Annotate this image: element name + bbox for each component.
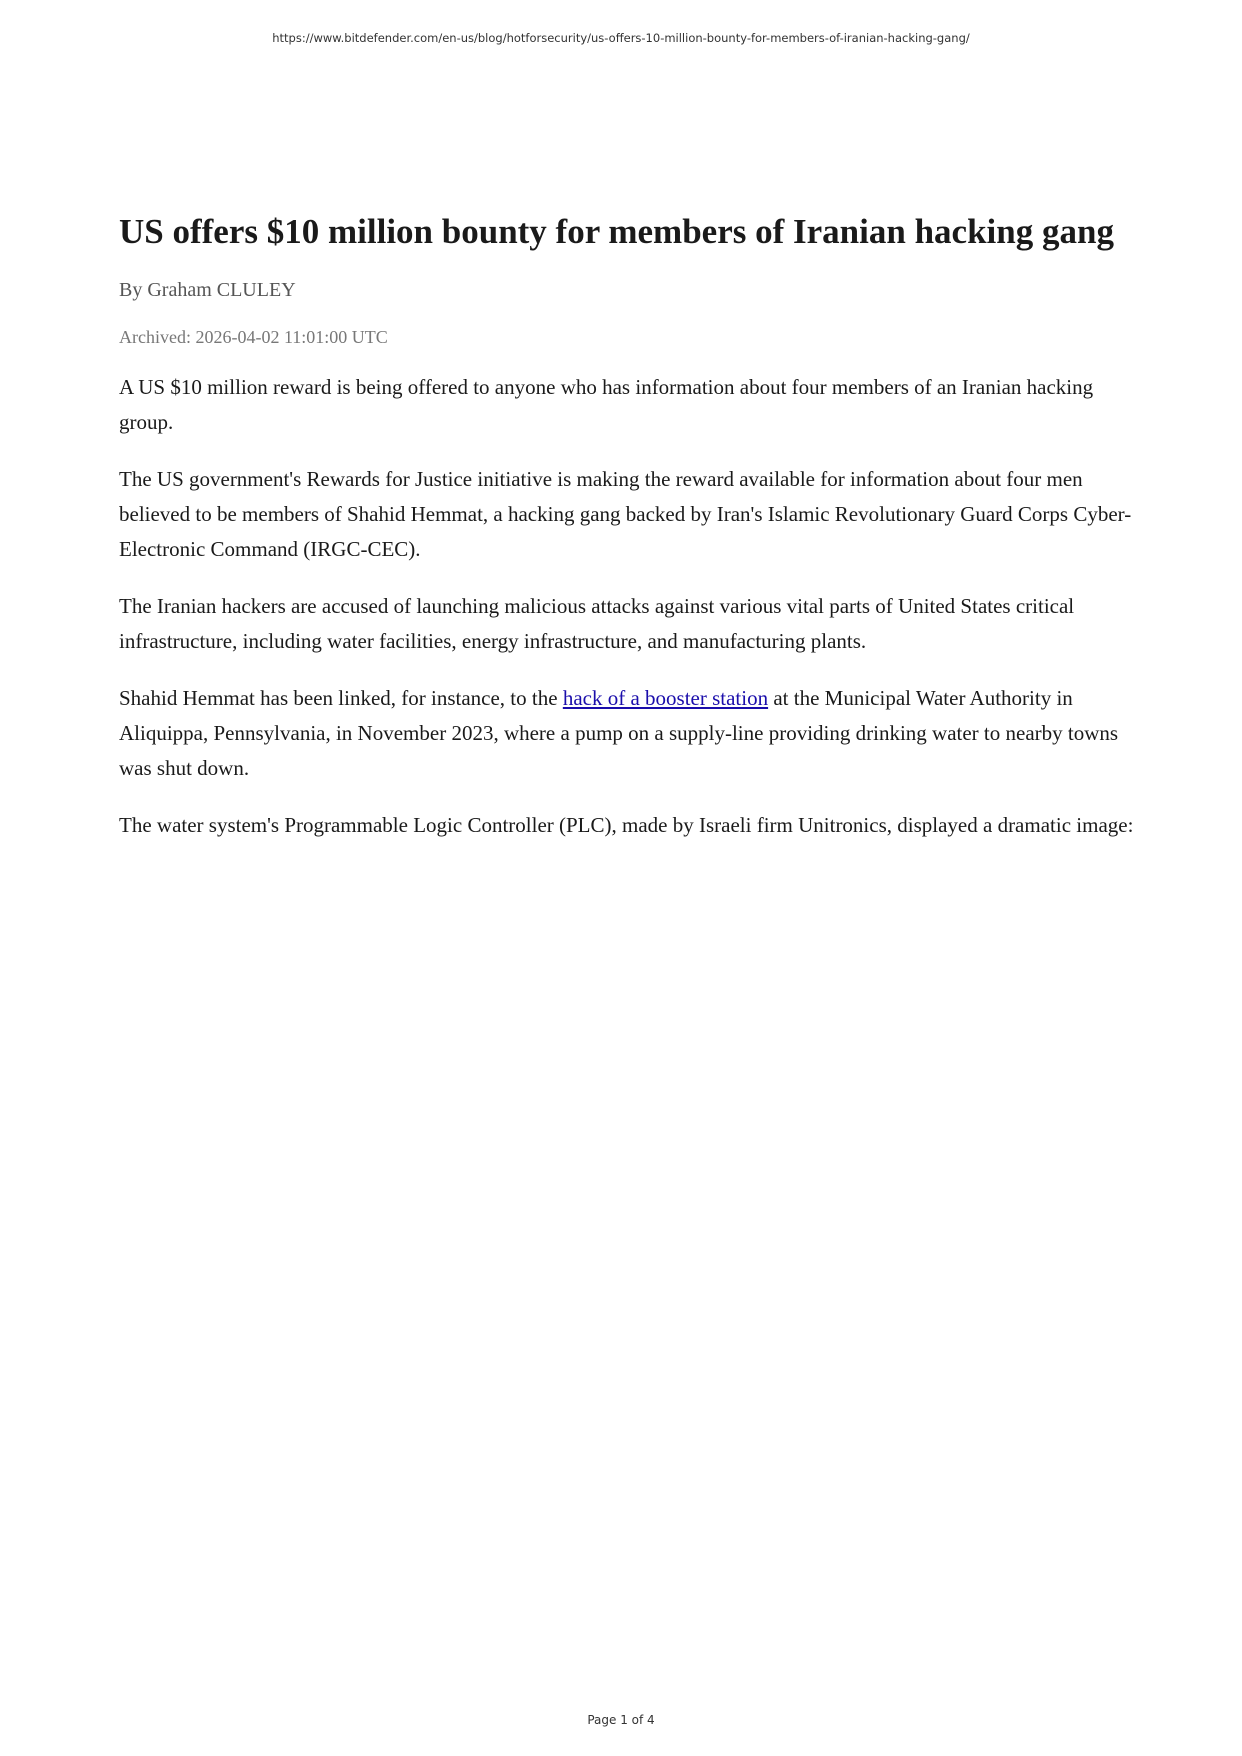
paragraph-5: The water system's Programmable Logic Controller (PLC), made by Israeli firm Unitronics, displayed a dramatic image: [119, 813, 1134, 837]
paragraph-4 [119, 681, 1134, 786]
byline: By Graham CLULEY [119, 279, 296, 301]
paragraph-4-text-before: Shahid Hemmat has been linked, for instance, to the [119, 686, 563, 710]
paragraph-1: A US $10 million reward is being offered to anyone who has information about four members of an Iranian hacking group. [119, 375, 1094, 434]
page-number: Page 1 of 4 [587, 1713, 655, 1727]
page-url-header: https://www.bitdefender.com/en-us/blog/hotforsecurity/us-offers-10-million-bounty-for-members-of-iranian-hacking-gang/ [272, 31, 970, 45]
paragraph-2: The US government's Rewards for Justice initiative is making the reward available for information about four men believed to be members of Shahid Hemmat, a hacking gang backed by Iran's Islamic Revolutionary Guard Corps Cyber-Electronic Command (IRGC-CEC). [119, 467, 1132, 561]
paragraph-3: The Iranian hackers are accused of launching malicious attacks against various vital parts of United States critical infrastructure, including water facilities, energy infrastructure, and manufacturing plants. [119, 594, 1075, 653]
archived-timestamp: Archived: 2026-04-02 11:01:00 UTC [119, 327, 388, 347]
article [119, 210, 1134, 843]
booster-station-hack-link[interactable]: hack of a booster station [562, 686, 769, 710]
paragraph-4-text-after: at the Municipal Water Authority in Aliquippa, Pennsylvania, in November 2023, where a pump on a supply-line providing drinking water to nearby towns was shut down. [119, 686, 1119, 780]
article-title: US offers $10 million bounty for members of Iranian hacking gang [119, 212, 1114, 251]
